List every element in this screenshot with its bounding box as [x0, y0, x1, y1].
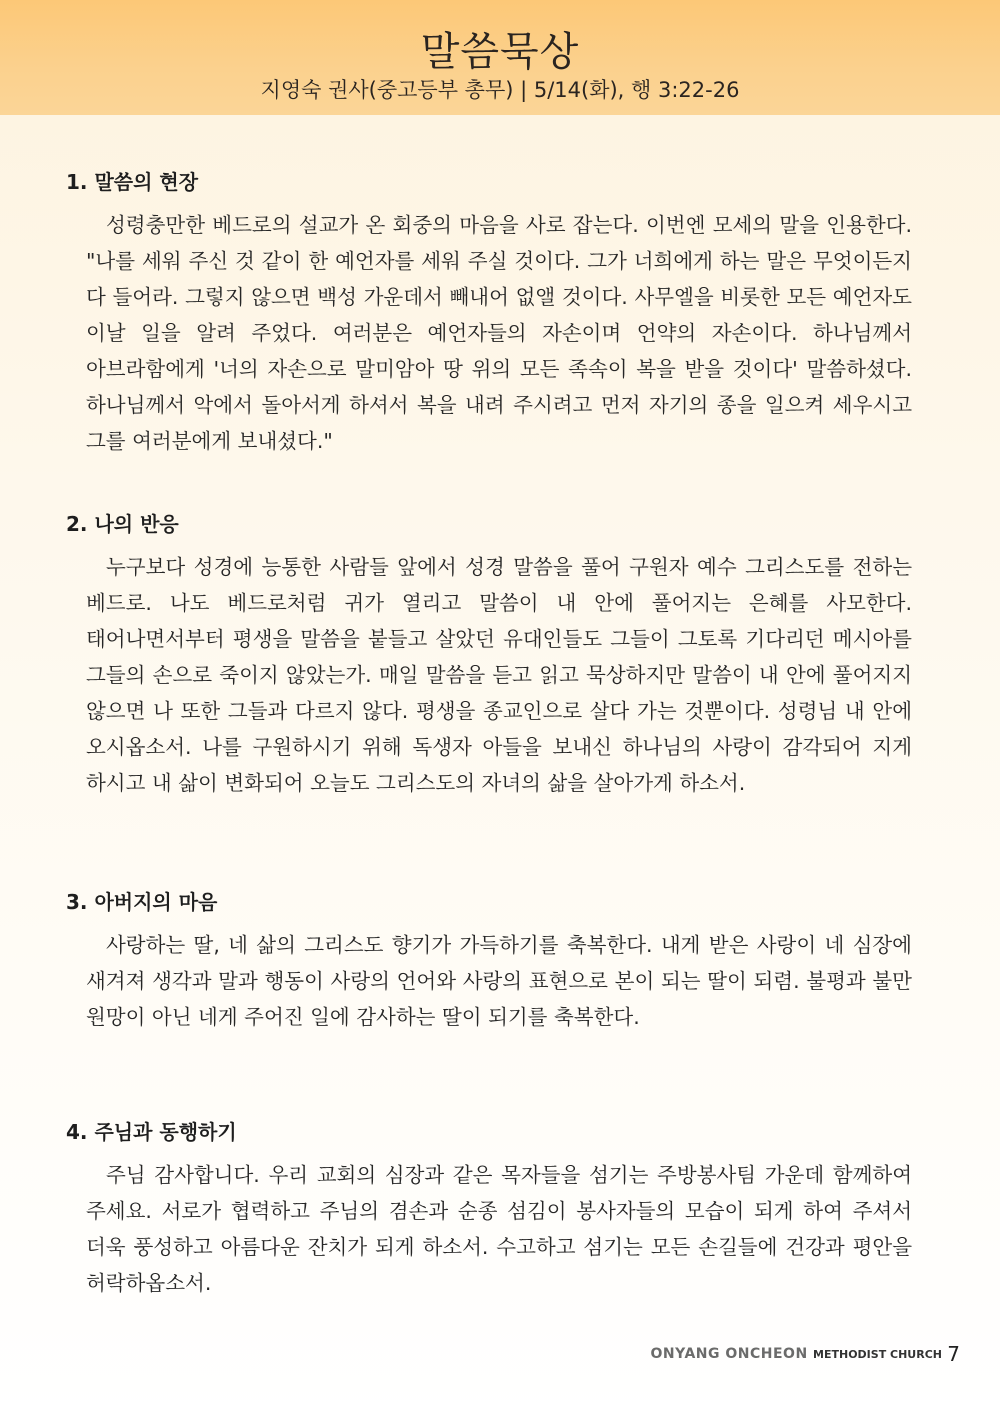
- page-title: 말씀묵상: [420, 29, 580, 75]
- section-heading: 1. 말씀의 현장: [66, 170, 199, 194]
- page-number: 7: [947, 1342, 960, 1366]
- section-walk-with-lord: [66, 1116, 912, 1301]
- section-my-response: [66, 508, 912, 801]
- section-body: 누구보다 성경에 능통한 사람들 앞에서 성경 말씀을 풀어 구원자 예수 그리스도를 전하는 베드로. 나도 베드로처럼 귀가 열리고 말씀이 내 안에 풀어지는 은혜를 사모한다. 태어나면서부터 평생을 말씀을 붙들고 살았던 유대인들도 그들이 그토록 기다리던 메시아를 그들의 손으로 죽이지 않았는가. 매일 말씀을 듣고 읽고 묵상하지만 말씀이 내 안에 풀어지지 않으면 나 또한 그들과 다르지 않다. 평생을 종교인으로 살다 가는 것뿐이다. 성령님 내 안에 오시옵소서. 나를 구원하시기 위해 독생자 아들을 보내신 하나님의 사랑이 감각되어 지게 하시고 내 삶이 변화되어 오늘도 그리스도의 자녀의 삶을 살아가게 하소서.: [86, 555, 912, 795]
- church-brand-main: ONYANG ONCHEON: [650, 1346, 808, 1362]
- section-body: 성령충만한 베드로의 설교가 온 회중의 마음을 사로 잡는다. 이번엔 모세의 말을 인용한다. "나를 세워 주신 것 같이 한 예언자를 세워 주실 것이다. 그가 너희에게 하는 말은 무엇이든지 다 들어라. 그렇지 않으면 백성 가운데서 빼내어 없앨 것이다. 사무엘을 비롯한 모든 예언자도 이날 일을 알려 주었다. 여러분은 예언자들의 자손이며 언약의 자손이다. 하나님께서 아브라함에게 '너의 자손으로 말미암아 땅 위의 모든 족속이 복을 받을 것이다' 말씀하셨다. 하나님께서 악에서 돌아서게 하셔서 복을 내려 주시려고 먼저 자기의 종을 일으켜 세우시고 그를 여러분에게 보내셨다.": [86, 213, 912, 453]
- section-heading: 2. 나의 반응: [66, 512, 179, 536]
- section-body: 사랑하는 딸, 네 삶의 그리스도 향기가 가득하기를 축복한다. 내게 받은 사랑이 네 심장에 새겨져 생각과 말과 행동이 사랑의 언어와 사랑의 표현으로 본이 되는 딸이 되렴. 불평과 불만 원망이 아닌 네게 주어진 일에 감사하는 딸이 되기를 축복한다.: [86, 933, 912, 1029]
- page-header: [0, 0, 1000, 115]
- section-fathers-heart: [66, 886, 912, 1035]
- church-brand-sub: METHODIST CHURCH: [813, 1348, 942, 1361]
- page-subtitle: 지영숙 권사(중고등부 총무) | 5/14(화), 행 3:22-26: [260, 78, 740, 102]
- section-heading: 3. 아버지의 마음: [66, 890, 218, 914]
- section-word-scene: [66, 166, 912, 459]
- section-body: 주님 감사합니다. 우리 교회의 심장과 같은 목자들을 섬기는 주방봉사팀 가운데 함께하여 주세요. 서로가 협력하고 주님의 겸손과 순종 섬김이 봉사자들의 모습이 되게 하여 주셔서 더욱 풍성하고 아름다운 잔치가 되게 하소서. 수고하고 섬기는 모든 손길들에 건강과 평안을 허락하옵소서.: [86, 1163, 912, 1295]
- section-heading: 4. 주님과 동행하기: [66, 1120, 237, 1144]
- church-brand: [651, 1346, 942, 1362]
